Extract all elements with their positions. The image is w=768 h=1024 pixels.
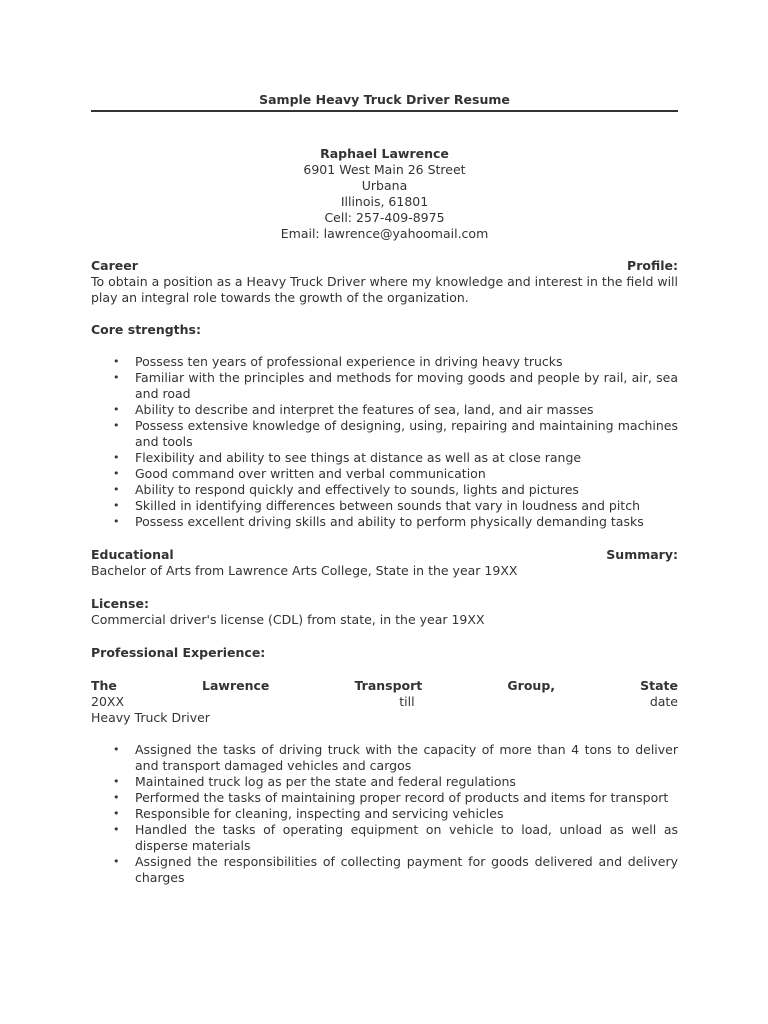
core-strengths-section <box>91 322 678 530</box>
education-section <box>91 547 678 579</box>
city-line: Urbana <box>361 178 408 193</box>
experience-heading: Professional Experience: <box>91 645 266 660</box>
education-heading-right: Summary: <box>606 547 678 562</box>
list-item: • Responsible for cleaning, inspecting and servicing vehicles <box>91 806 678 822</box>
employer-word: State <box>640 678 678 693</box>
list-item: • Possess extensive knowledge of designing, using, repairing and maintaining machines and tools <box>91 418 678 450</box>
list-item: • Assigned the responsibilities of collecting payment for goods delivered and delivery charges <box>91 854 678 886</box>
list-item: • Assigned the tasks of driving truck with the capacity of more than 4 tons to deliver and transport damaged vehicles and cargos <box>91 742 678 774</box>
education-text: Bachelor of Arts from Lawrence Arts College, State in the year 19XX <box>91 563 518 578</box>
career-profile-heading <box>91 258 678 274</box>
dates-line <box>91 694 678 710</box>
job-role: Heavy Truck Driver <box>91 710 210 725</box>
employer-word: The <box>91 678 117 693</box>
education-heading <box>91 547 678 563</box>
list-item: • Maintained truck log as per the state and federal regulations <box>91 774 678 790</box>
list-item: • Performed the tasks of maintaining proper record of products and items for transport <box>91 790 678 806</box>
email-line: Email: lawrence@yahoomail.com <box>280 226 489 241</box>
list-item: • Ability to describe and interpret the features of sea, land, and air masses <box>91 402 678 418</box>
career-profile-text: To obtain a position as a Heavy Truck Driver where my knowledge and interest in the field will play an integral role towards the growth of the organization. <box>91 274 678 305</box>
employer-word: Lawrence <box>202 678 270 693</box>
list-item: • Possess ten years of professional experience in driving heavy trucks <box>91 354 678 370</box>
license-heading: License: <box>91 596 149 611</box>
resume-page <box>91 92 678 886</box>
contact-block <box>91 146 678 242</box>
list-item: • Skilled in identifying differences between sounds that vary in loudness and pitch <box>91 498 678 514</box>
list-item: • Flexibility and ability to see things at distance as well as at close range <box>91 450 678 466</box>
experience-duties-list <box>91 742 678 886</box>
license-text: Commercial driver's license (CDL) from state, in the year 19XX <box>91 612 485 627</box>
employer-word: Transport <box>354 678 423 693</box>
experience-section <box>91 645 678 886</box>
core-strengths-list <box>91 354 678 530</box>
career-profile-section <box>91 258 678 306</box>
document-title: Sample Heavy Truck Driver Resume <box>91 92 678 112</box>
employer-word: Group, <box>507 678 556 693</box>
core-strengths-heading: Core strengths: <box>91 322 201 337</box>
employer-line <box>91 678 678 694</box>
state-zip-line: Illinois, 61801 <box>340 194 429 209</box>
list-item: • Possess excellent driving skills and ability to perform physically demanding tasks <box>91 514 678 530</box>
list-item: • Good command over written and verbal communication <box>91 466 678 482</box>
list-item: • Familiar with the principles and methods for moving goods and people by rail, air, sea and road <box>91 370 678 402</box>
date-start: 20XX <box>91 694 125 709</box>
candidate-name: Raphael Lawrence <box>320 146 449 161</box>
date-till: till <box>399 694 415 709</box>
list-item: • Ability to respond quickly and effectively to sounds, lights and pictures <box>91 482 678 498</box>
list-item: • Handled the tasks of operating equipment on vehicle to load, unload as well as disperse materials <box>91 822 678 854</box>
cell-line: Cell: 257-409-8975 <box>324 210 445 225</box>
license-section <box>91 596 678 628</box>
address-line: 6901 West Main 26 Street <box>303 162 466 177</box>
career-heading-right: Profile: <box>627 258 678 273</box>
education-heading-left: Educational <box>91 547 174 562</box>
career-heading-left: Career <box>91 258 138 273</box>
date-end: date <box>649 694 678 709</box>
